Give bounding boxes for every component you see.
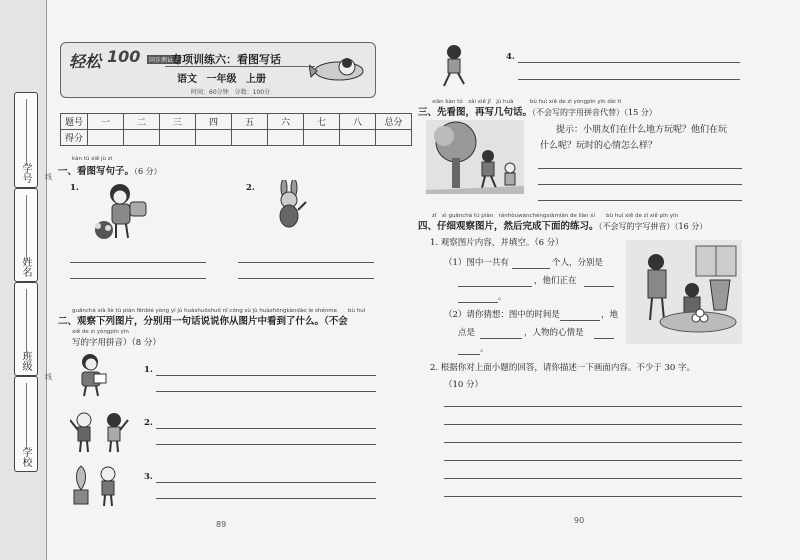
question-number: 2.	[246, 183, 255, 193]
answer-line[interactable]	[518, 79, 740, 80]
fill-blank[interactable]	[560, 308, 600, 321]
question-number: 4.	[506, 52, 515, 62]
section3-hint-line1: 提示：小朋友们在什么地方玩呢？他们在玩	[556, 125, 728, 135]
page-number-left: 89	[216, 520, 227, 529]
fill-blank[interactable]	[458, 342, 480, 355]
cut-line-mark: 线	[45, 373, 52, 381]
question-number: 2.	[144, 418, 153, 428]
fill-blank[interactable]	[594, 326, 614, 339]
question-number: 1.	[70, 183, 79, 193]
section4-note: （不会写的字写拼音）（16 分）	[598, 222, 708, 231]
cut-line-mark: 线	[45, 173, 52, 181]
table-cell: 三	[160, 114, 196, 130]
school-box	[14, 376, 38, 472]
answer-line[interactable]	[538, 200, 742, 201]
table-row	[61, 130, 412, 146]
fill-blank[interactable]	[584, 274, 614, 287]
fill-blank[interactable]	[458, 274, 532, 287]
score-input-cell[interactable]	[340, 130, 376, 146]
section4-sub1: 1. 观察图片内容，并填空。（6 分）	[430, 238, 564, 248]
time-info: 时间：60分钟 分数：100分	[191, 89, 271, 96]
answer-line[interactable]	[156, 391, 376, 392]
cartoon-rocket-kid-icon	[309, 49, 369, 89]
fill-text: 点是	[458, 328, 476, 338]
fill-text: ，人物的心情是	[524, 328, 584, 338]
fill-text: 个人，分别是	[552, 258, 604, 268]
answer-line[interactable]	[444, 460, 742, 461]
section4-title: 四、仔细观察图片，然后完成下面的练习。	[418, 221, 599, 232]
answer-line[interactable]	[70, 278, 206, 279]
answer-line[interactable]	[156, 498, 376, 499]
table-cell: 七	[304, 114, 340, 130]
fill-text: ，他们正在	[534, 276, 577, 286]
table-cell: 一	[88, 114, 124, 130]
section1-heading	[58, 163, 162, 177]
fill-text: （1）图中一共有	[444, 258, 509, 268]
grade: 一年级	[206, 74, 237, 85]
answer-line[interactable]	[156, 482, 376, 483]
section1-points: （6 分）	[134, 167, 162, 176]
fill-text: 。	[480, 344, 489, 354]
question-number: 1.	[144, 365, 153, 375]
score-input-cell[interactable]	[232, 130, 268, 146]
section4-sub2: 2. 根据你对上面小题的回答，请你描述一下画面内容。不少于 30 字。	[430, 363, 696, 373]
fill-text: ，地	[601, 310, 619, 320]
section3-hint-line2: 什么呢？玩时的心情怎么样？	[540, 141, 658, 151]
brand-logo-number: 100	[107, 47, 141, 66]
page-title: 专项训练六：看图写话	[171, 53, 281, 66]
fill-blank[interactable]	[458, 290, 498, 303]
table-row	[61, 114, 412, 130]
binding-strip	[0, 0, 52, 560]
question-number: 3.	[144, 472, 153, 482]
student-id-label: 学号	[20, 163, 31, 183]
fill-blank[interactable]	[512, 256, 550, 269]
section3-note: （不会写的字用拼音代替）（15 分）	[532, 108, 657, 117]
score-input-cell[interactable]	[304, 130, 340, 146]
section2-title: 二、观察下列图片，分别用一句话说说你从图片中看到了什么。（不会	[58, 316, 348, 327]
section3-pinyin: xiān kàn tú zài xiě jǐ jù huà bù huì xiě de zì yòngpīn yīn dài tì	[432, 99, 622, 105]
section1-title: 一、看图写句子。	[58, 166, 135, 177]
answer-line[interactable]	[444, 478, 742, 479]
answer-line[interactable]	[156, 428, 376, 429]
running-boy-illustration	[440, 44, 468, 90]
name-label: 姓名	[20, 257, 31, 277]
table-cell: 五	[232, 114, 268, 130]
brand-logo-sub: 同步测试卷	[149, 57, 180, 64]
girl-watering-flowers-illustration	[90, 180, 160, 244]
answer-line[interactable]	[444, 442, 742, 443]
score-input-cell[interactable]	[196, 130, 232, 146]
fill-blank[interactable]	[480, 326, 522, 339]
answer-line[interactable]	[238, 278, 374, 279]
table-cell: 得分	[61, 130, 88, 146]
score-table	[60, 113, 412, 146]
name-box	[14, 188, 38, 282]
section1-pinyin: kàn tú xiě jù zi	[72, 156, 113, 162]
children-playing-hide-and-seek-illustration	[426, 120, 524, 194]
page-number-right: 90	[574, 516, 585, 525]
table-cell: 二	[124, 114, 160, 130]
score-input-cell[interactable]	[124, 130, 160, 146]
answer-line[interactable]	[156, 444, 376, 445]
section4-pinyin: zǐ xì guānchá tú piàn ránhòuwánchéngxiàmiàn de liàn xí bù huì xiě de zì xiě pīn yīn	[432, 213, 679, 219]
family-at-table-illustration	[626, 240, 742, 344]
score-input-cell[interactable]	[268, 130, 304, 146]
class-label: 班级	[20, 351, 31, 371]
section3-heading	[418, 104, 657, 118]
answer-line[interactable]	[538, 168, 742, 169]
table-cell: 八	[340, 114, 376, 130]
title-divider	[165, 66, 315, 67]
fill-text: （2）请你猜想：图中的时间是	[444, 310, 560, 320]
answer-line[interactable]	[538, 184, 742, 185]
answer-line[interactable]	[70, 262, 206, 263]
table-cell: 六	[268, 114, 304, 130]
score-input-cell[interactable]	[160, 130, 196, 146]
class-box	[14, 282, 38, 376]
section2-instruction: 写的字用拼音）（8 分）	[72, 338, 161, 348]
answer-line[interactable]	[238, 262, 374, 263]
table-cell: 四	[196, 114, 232, 130]
table-cell: 总分	[376, 114, 412, 130]
subject: 语文	[177, 74, 197, 85]
child-with-plant-illustration	[70, 462, 126, 508]
section4-sub2-points: （10 分）	[444, 380, 484, 390]
section2-pinyin2: xiě de zì yòngpīn yīn	[72, 329, 129, 335]
answer-line[interactable]	[518, 62, 740, 63]
brand-logo: 轻松	[69, 52, 102, 71]
table-cell: 题号	[61, 114, 88, 130]
term: 上册	[245, 74, 266, 85]
answer-line[interactable]	[156, 375, 376, 376]
boy-reading-illustration	[76, 352, 110, 398]
answer-line[interactable]	[444, 406, 742, 407]
score-input-cell[interactable]	[88, 130, 124, 146]
section2-pinyin: guānchá xià liè tú piàn fēnbié yòng yí jù huàshuōshuō nǐ cóng sù jù huàzhōngkàndào le shénme bù huì	[72, 308, 366, 314]
rabbit-waving-illustration	[270, 180, 310, 230]
answer-line[interactable]	[444, 496, 742, 497]
subject-line	[177, 70, 266, 85]
score-input-cell[interactable]	[376, 130, 412, 146]
answer-line[interactable]	[444, 424, 742, 425]
section3-title: 三、先看图，再写几句话。	[418, 107, 533, 118]
fill-text: 。	[498, 292, 507, 302]
school-label: 学校	[20, 447, 31, 467]
worksheet-header	[60, 42, 376, 98]
children-waving-illustration	[70, 410, 130, 454]
section4-heading	[418, 218, 707, 232]
student-id-box	[14, 92, 38, 188]
